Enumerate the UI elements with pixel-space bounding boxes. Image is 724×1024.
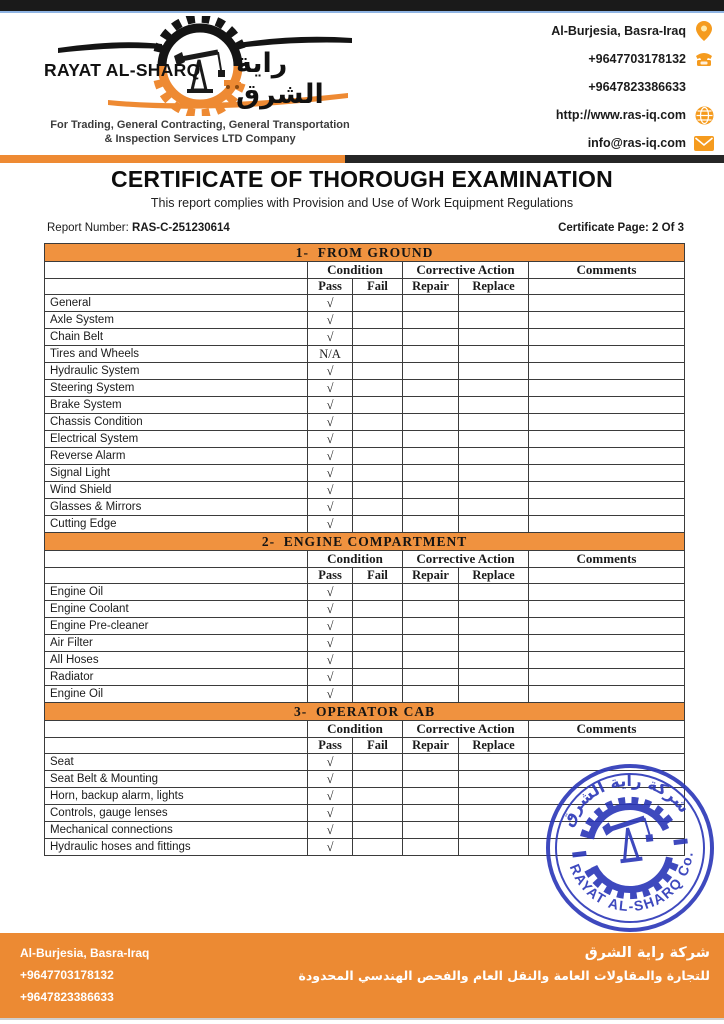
repair-cell [403,805,459,822]
certificate-page-label: Certificate Page: 2 Of 3 [558,222,684,234]
comments-subheader-cell [529,738,685,754]
table-row [45,346,685,363]
replace-cell [459,686,529,703]
repair-cell [403,686,459,703]
replace-header-cell: Replace [459,568,529,584]
replace-cell [459,295,529,312]
replace-cell [459,516,529,533]
repair-cell [403,635,459,652]
comments-cell [529,805,685,822]
repair-cell [403,431,459,448]
replace-cell [459,414,529,431]
item-name-cell: Chain Belt [45,329,308,346]
repair-cell [403,601,459,618]
page-title: CERTIFICATE OF THOROUGH EXAMINATION [111,166,613,192]
replace-cell [459,465,529,482]
stamp-arabic-text: شركة راية الشرق [557,770,694,830]
column-subheader-row [45,738,685,754]
fail-cell [353,482,403,499]
report-number [47,222,230,234]
envelope-icon [694,133,714,153]
table-row [45,414,685,431]
comments-subheader-cell [529,568,685,584]
pass-cell: √ [308,652,353,669]
contact-row-website [414,101,714,129]
item-name-cell: Seat Belt & Mounting [45,771,308,788]
replace-header-cell: Replace [459,279,529,295]
repair-cell [403,788,459,805]
condition-header-cell: Condition [308,551,403,568]
contact-row-email [414,129,714,157]
replace-cell [459,771,529,788]
table-row [45,448,685,465]
email-text: info@ras-iq.com [587,136,686,150]
comments-cell [529,618,685,635]
comments-cell [529,482,685,499]
repair-cell [403,380,459,397]
item-name-cell: Controls, gauge lenses [45,805,308,822]
contact-row-phone2 [414,73,714,101]
table-row [45,380,685,397]
fail-cell [353,312,403,329]
svg-text:RAYAT AL-SHARQ Co. [566,848,702,922]
comments-cell [529,363,685,380]
fail-cell [353,414,403,431]
no-icon-spacer [694,77,714,97]
item-subheader-cell [45,279,308,295]
replace-cell [459,669,529,686]
pass-cell: √ [308,431,353,448]
footer-phone1: +9647703178132 [20,968,114,982]
footer-contact-block [20,942,149,1008]
section-header-row [45,244,685,262]
table-row [45,839,685,856]
section-title: 1- FROM GROUND [45,244,685,262]
table-row [45,295,685,312]
table-row [45,312,685,329]
table-row [45,465,685,482]
table-row [45,635,685,652]
fail-header-cell: Fail [353,568,403,584]
comments-header-cell: Comments [529,262,685,279]
replace-cell [459,754,529,771]
table-row [45,686,685,703]
repair-header-cell: Repair [403,568,459,584]
table-row [45,771,685,788]
repair-cell [403,295,459,312]
footer-location: Al-Burjesia, Basra-Iraq [20,946,150,960]
fail-cell [353,448,403,465]
pass-header-cell: Pass [308,279,353,295]
replace-cell [459,499,529,516]
repair-cell [403,499,459,516]
fail-cell [353,346,403,363]
pass-header-cell: Pass [308,568,353,584]
repair-cell [403,516,459,533]
item-name-cell: Air Filter [45,635,308,652]
table-row [45,482,685,499]
comments-header-cell: Comments [529,721,685,738]
comments-cell [529,380,685,397]
repair-cell [403,669,459,686]
fail-header-cell: Fail [353,279,403,295]
fail-header-cell: Fail [353,738,403,754]
pass-header-cell: Pass [308,738,353,754]
item-name-cell: All Hoses [45,652,308,669]
table-row [45,669,685,686]
repair-cell [403,822,459,839]
item-header-cell [45,262,308,279]
fail-cell [353,516,403,533]
fail-cell [353,601,403,618]
replace-cell [459,329,529,346]
item-name-cell: Glasses & Mirrors [45,499,308,516]
tagline-line2: & Inspection Services LTD Company [104,133,296,145]
inspection-table [44,243,685,856]
contact-row-phone1 [414,45,714,73]
pass-cell: √ [308,822,353,839]
pass-cell: √ [308,805,353,822]
replace-cell [459,346,529,363]
fail-cell [353,397,403,414]
divider-orange-segment [0,155,345,163]
contact-row-location [414,17,714,45]
pass-cell: √ [308,771,353,788]
repair-header-cell: Repair [403,279,459,295]
comments-cell [529,686,685,703]
table-row [45,516,685,533]
comments-cell [529,346,685,363]
footer-company-activity-ar: للتجارة والمقاولات العامة والنقل العام والفحص الهندسي المحدودة [298,968,710,983]
pass-cell: N/A [308,346,353,363]
pass-cell: √ [308,499,353,516]
section-title: 2- ENGINE COMPARTMENT [45,533,685,551]
section-header-row [45,533,685,551]
repair-cell [403,754,459,771]
item-header-cell [45,551,308,568]
item-name-cell: Wind Shield [45,482,308,499]
comments-cell [529,465,685,482]
column-subheader-row [45,279,685,295]
replace-cell [459,363,529,380]
globe-icon [694,105,714,125]
header-divider [0,155,724,163]
pass-cell: √ [308,380,353,397]
fail-cell [353,635,403,652]
pass-cell: √ [308,618,353,635]
comments-cell [529,788,685,805]
table-row [45,601,685,618]
repair-cell [403,771,459,788]
pass-cell: √ [308,686,353,703]
stamp-english-text: RAYAT AL-SHARQ Co. [566,850,696,915]
pass-cell: √ [308,363,353,380]
comments-subheader-cell [529,279,685,295]
fail-cell [353,363,403,380]
fail-cell [353,822,403,839]
fail-cell [353,431,403,448]
report-number-value: RAS-C-251230614 [132,222,230,234]
item-name-cell: Radiator [45,669,308,686]
item-subheader-cell [45,568,308,584]
pass-cell: √ [308,482,353,499]
pass-cell: √ [308,601,353,618]
column-group-header-row [45,551,685,568]
table-row [45,822,685,839]
fail-cell [353,686,403,703]
item-name-cell: Electrical System [45,431,308,448]
item-name-cell: Reverse Alarm [45,448,308,465]
table-row [45,788,685,805]
corrective-action-header-cell: Corrective Action [403,262,529,279]
section-title: 3- OPERATOR CAB [45,703,685,721]
table-row [45,584,685,601]
column-subheader-row [45,568,685,584]
repair-cell [403,414,459,431]
fail-cell [353,771,403,788]
repair-cell [403,618,459,635]
repair-cell [403,652,459,669]
condition-header-cell: Condition [308,262,403,279]
replace-cell [459,448,529,465]
inspection-table-body [45,244,685,856]
column-group-header-row [45,721,685,738]
location-pin-icon [694,21,714,41]
corrective-action-header-cell: Corrective Action [403,551,529,568]
replace-cell [459,584,529,601]
comments-cell [529,431,685,448]
footer-bottom-line [0,1018,724,1020]
location-text: Al-Burjesia, Basra-Iraq [551,24,686,38]
phone1-text: +9647703178132 [588,52,686,66]
condition-header-cell: Condition [308,721,403,738]
comments-cell [529,635,685,652]
item-name-cell: Engine Coolant [45,601,308,618]
item-name-cell: Chassis Condition [45,414,308,431]
comments-cell [529,669,685,686]
fail-cell [353,380,403,397]
replace-cell [459,618,529,635]
item-name-cell: Engine Oil [45,584,308,601]
table-row [45,363,685,380]
table-row [45,499,685,516]
item-name-cell: Hydraulic hoses and fittings [45,839,308,856]
comments-cell [529,601,685,618]
pass-cell: √ [308,669,353,686]
item-name-cell: Cutting Edge [45,516,308,533]
company-name-en: RAYAT AL-SHARQ [44,60,201,80]
fail-cell [353,652,403,669]
repair-cell [403,329,459,346]
fail-cell [353,465,403,482]
company-logo [40,16,360,154]
pass-cell: √ [308,295,353,312]
fail-cell [353,839,403,856]
item-name-cell: Hydraulic System [45,363,308,380]
repair-cell [403,482,459,499]
fail-cell [353,788,403,805]
replace-cell [459,635,529,652]
comments-cell [529,397,685,414]
item-name-cell: Steering System [45,380,308,397]
section-header-row [45,703,685,721]
comments-cell [529,584,685,601]
comments-cell [529,652,685,669]
replace-cell [459,822,529,839]
item-header-cell [45,721,308,738]
fail-cell [353,329,403,346]
pass-cell: √ [308,788,353,805]
table-row [45,397,685,414]
replace-cell [459,380,529,397]
fail-cell [353,805,403,822]
pass-cell: √ [308,329,353,346]
repair-cell [403,839,459,856]
replace-header-cell: Replace [459,738,529,754]
item-name-cell: Tires and Wheels [45,346,308,363]
footer-phone2: +9647823386633 [20,990,114,1004]
repair-cell [403,312,459,329]
replace-cell [459,482,529,499]
footer-band [0,933,724,1018]
comments-cell [529,295,685,312]
pass-cell: √ [308,465,353,482]
repair-cell [403,346,459,363]
item-name-cell: Engine Oil [45,686,308,703]
comments-cell [529,771,685,788]
pass-cell: √ [308,414,353,431]
footer-company-block [299,941,711,987]
pass-cell: √ [308,635,353,652]
table-row [45,618,685,635]
item-name-cell: Brake System [45,397,308,414]
item-name-cell: General [45,295,308,312]
replace-cell [459,839,529,856]
comments-cell [529,414,685,431]
comments-cell [529,754,685,771]
comments-cell [529,329,685,346]
replace-cell [459,788,529,805]
repair-cell [403,397,459,414]
replace-cell [459,312,529,329]
replace-cell [459,805,529,822]
repair-cell [403,465,459,482]
pass-cell: √ [308,397,353,414]
footer-company-name-ar: شركة راية الشرق [584,945,710,961]
corrective-action-header-cell: Corrective Action [403,721,529,738]
fail-cell [353,499,403,516]
pass-cell: √ [308,516,353,533]
fail-cell [353,295,403,312]
item-name-cell: Axle System [45,312,308,329]
replace-cell [459,397,529,414]
replace-cell [459,431,529,448]
fail-cell [353,669,403,686]
comments-cell [529,516,685,533]
fail-cell [353,584,403,601]
pass-cell: √ [308,584,353,601]
report-number-label: Report Number: [47,222,133,234]
company-name-ar: راية الشرق [236,48,324,110]
repair-cell [403,448,459,465]
table-row [45,431,685,448]
comments-cell [529,448,685,465]
divider-dark-segment [345,155,724,163]
phone2-text: +9647823386633 [588,80,686,94]
comments-cell [529,839,685,856]
telephone-icon [694,49,714,69]
pass-cell: √ [308,839,353,856]
top-dark-bar [0,0,724,13]
item-name-cell: Signal Light [45,465,308,482]
repair-cell [403,363,459,380]
replace-cell [459,601,529,618]
item-subheader-cell [45,738,308,754]
item-name-cell: Mechanical connections [45,822,308,839]
comments-cell [529,822,685,839]
fail-cell [353,754,403,771]
item-name-cell: Engine Pre-cleaner [45,618,308,635]
company-tagline [40,118,360,146]
pass-cell: √ [308,448,353,465]
column-group-header-row [45,262,685,279]
page-subtitle: This report complies with Provision and Use of Work Equipment Regulations [150,196,574,210]
pass-cell: √ [308,312,353,329]
website-text: http://www.ras-iq.com [555,108,686,122]
repair-cell [403,584,459,601]
fail-cell [353,618,403,635]
item-name-cell: Horn, backup alarm, lights [45,788,308,805]
table-row [45,805,685,822]
item-name-cell: Seat [45,754,308,771]
comments-cell [529,312,685,329]
header-contact-list [414,17,714,157]
table-row [45,754,685,771]
repair-header-cell: Repair [403,738,459,754]
table-row [45,329,685,346]
comments-header-cell: Comments [529,551,685,568]
comments-cell [529,499,685,516]
replace-cell [459,652,529,669]
tagline-line1: For Trading, General Contracting, General Transportation [50,119,350,131]
table-row [45,652,685,669]
pass-cell: √ [308,754,353,771]
